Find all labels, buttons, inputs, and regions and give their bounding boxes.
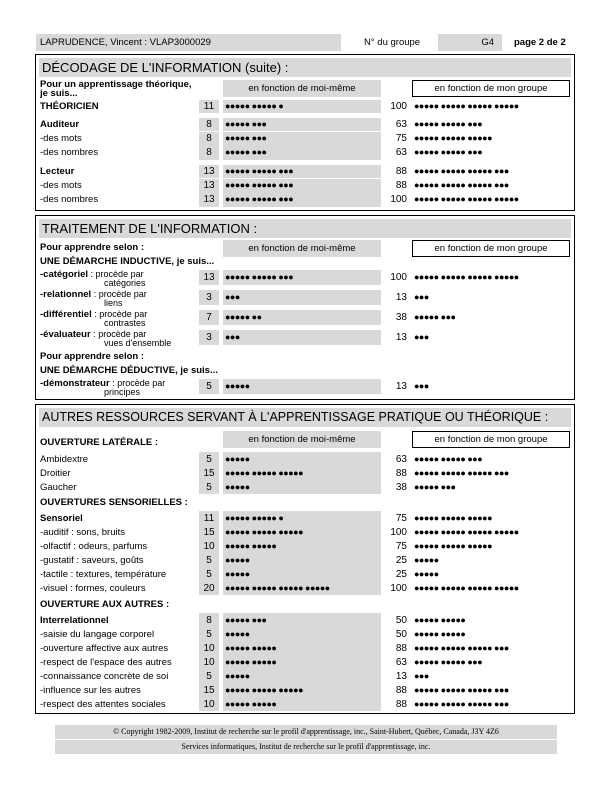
self-dots-bar: ●●●●● ●●●●● <box>223 655 381 669</box>
sensory-heading: OUVERTURES SENSORIELLES : <box>40 497 188 508</box>
column-header-self: en fonction de moi-même <box>223 240 381 257</box>
column-header-self: en fonction de moi-même <box>223 80 381 97</box>
group-dots-bar: ●●●●● ●●●●● ●●● <box>414 657 483 667</box>
others-heading: OUVERTURE AUX AUTRES : <box>40 599 170 610</box>
intro-line2: je suis... <box>40 88 78 99</box>
row-label-desc2: liens <box>104 298 123 308</box>
section-decodage <box>35 54 575 211</box>
group-score: 63 <box>395 147 407 158</box>
self-score: 7 <box>199 310 219 325</box>
group-dots-bar: ●●●●● ●●●●● ●●●●● ●●●●● <box>414 527 519 537</box>
row-label-name: -différentiel <box>40 309 92 320</box>
self-score: 5 <box>199 452 219 466</box>
group-dots-bar: ●●●●● ●●●●● ●●●●● ●●● <box>414 699 509 709</box>
self-score: 13 <box>199 179 219 193</box>
group-score: 100 <box>390 583 407 594</box>
row-label: -respect des attentes sociales <box>40 699 166 710</box>
self-score: 8 <box>199 118 219 131</box>
group-score: 88 <box>395 699 407 710</box>
section-title: AUTRES RESSOURCES SERVANT À L'APPRENTISSAGE PRATIQUE OU THÉORIQUE : <box>39 408 571 427</box>
column-header-self: en fonction de moi-même <box>223 431 381 448</box>
group-score: 25 <box>395 555 407 566</box>
group-dots-bar: ●●●●● ●●●●● ●●● <box>414 119 483 129</box>
group-score: 75 <box>395 513 407 524</box>
group-score: 13 <box>395 332 407 343</box>
row-label: Interrelationnel <box>40 615 109 626</box>
self-dots-bar: ●●●●● ●●●●● ● <box>223 511 381 525</box>
self-dots-bar: ●●●●● ●●●●● ●●●●● ●●●●● <box>223 581 381 595</box>
group-dots-bar: ●●●●● ●●●●● ●●● <box>414 147 483 157</box>
section-title: TRAITEMENT DE L'INFORMATION : <box>39 219 571 238</box>
row-label <box>40 270 146 288</box>
row-label: -gustatif : saveurs, goûts <box>40 555 144 566</box>
row-label: Ambidextre <box>40 454 89 465</box>
row-label <box>40 310 147 328</box>
self-dots-bar: ●●●●● ●●●●● <box>223 697 381 711</box>
group-score: 63 <box>395 657 407 668</box>
group-dots-bar: ●●●●● ●●● <box>414 482 456 492</box>
group-score: 38 <box>395 482 407 493</box>
row-label: -respect de l'espace des autres <box>40 657 172 668</box>
row-label: -olfactif : odeurs, parfums <box>40 541 148 552</box>
self-score: 5 <box>199 567 219 581</box>
group-dots-bar: ●●● <box>414 381 429 391</box>
group-dots-bar: ●●● <box>414 671 429 681</box>
row-label <box>40 379 165 397</box>
group-score: 100 <box>390 194 407 205</box>
group-score: 13 <box>395 292 407 303</box>
group-dots-bar: ●●●●● <box>414 569 439 579</box>
row-label-desc2: contrastes <box>104 318 146 328</box>
self-dots-bar: ●●● <box>223 290 381 305</box>
self-dots-bar: ●●●●● <box>223 567 381 581</box>
row-label: -connaissance concrète de soi <box>40 671 169 682</box>
self-score: 3 <box>199 290 219 305</box>
row-label: Auditeur <box>40 119 80 130</box>
row-label: Droitier <box>40 468 71 479</box>
row-label: -des mots <box>40 133 82 144</box>
group-dots-bar: ●●●●● ●●●●● ●●●●● <box>414 133 493 143</box>
self-dots-bar: ●●●●● <box>223 379 381 394</box>
row-label-name: -démonstrateur <box>40 378 110 389</box>
row-label: Gaucher <box>40 482 77 493</box>
group-score: 100 <box>390 101 407 112</box>
self-score: 5 <box>199 669 219 683</box>
group-dots-bar: ●●●●● ●●● <box>414 312 456 322</box>
self-score: 15 <box>199 525 219 539</box>
group-dots-bar: ●●●●● ●●●●● ●●●●● ●●● <box>414 685 509 695</box>
group-dots-bar: ●●●●● ●●●●● <box>414 629 466 639</box>
self-score: 5 <box>199 480 219 494</box>
row-label-name: -relationnel <box>40 289 92 300</box>
student-name-field: LAPRUDENCE, Vincent : VLAP3000029 <box>36 34 341 51</box>
self-score: 5 <box>199 553 219 567</box>
deductive-heading: UNE DÉMARCHE DÉDUCTIVE, je suis... <box>40 365 218 376</box>
self-dots-bar: ●●●●● ●●●●● ●●●●● <box>223 525 381 539</box>
group-dots-bar: ●●● <box>414 332 429 342</box>
group-score: 88 <box>395 166 407 177</box>
section-autres-ressources <box>35 404 575 714</box>
self-score: 8 <box>199 132 219 146</box>
group-dots-bar: ●●●●● ●●●●● ●●●●● ●●●●● <box>414 272 519 282</box>
row-label: Lecteur <box>40 166 75 177</box>
self-score: 11 <box>199 100 219 113</box>
group-dots-bar: ●●●●● ●●●●● ●●●●● ●●● <box>414 468 509 478</box>
row-label: -ouverture affective aux autres <box>40 643 169 654</box>
inductive-heading: UNE DÉMARCHE INDUCTIVE, je suis... <box>40 256 215 267</box>
group-score: 63 <box>395 119 407 130</box>
group-dots-bar: ●●●●● ●●●●● ●●●●● <box>414 513 493 523</box>
row-label <box>40 330 171 348</box>
group-dots-bar: ●●●●● ●●●●● ●●●●● ●●●●● <box>414 101 519 111</box>
group-score: 88 <box>395 685 407 696</box>
group-number-label: N° du groupe <box>364 37 421 48</box>
group-dots-bar: ●●●●● ●●●●● ●●●●● <box>414 541 493 551</box>
group-score: 13 <box>395 671 407 682</box>
self-score: 15 <box>199 466 219 480</box>
self-score: 10 <box>199 655 219 669</box>
self-dots-bar: ●●●●● <box>223 480 381 494</box>
group-dots-bar: ●●●●● ●●●●● <box>414 615 466 625</box>
self-dots-bar: ●●●●● ●●●●● ●●● <box>223 193 381 207</box>
row-label-desc2: catégories <box>104 278 146 288</box>
group-score: 38 <box>395 312 407 323</box>
self-dots-bar: ●●●●● <box>223 553 381 567</box>
self-score: 8 <box>199 613 219 627</box>
row-label: -des mots <box>40 180 82 191</box>
row-label-desc: : procède par <box>91 289 147 299</box>
row-label-desc: : procède par <box>109 378 166 388</box>
self-score: 13 <box>199 165 219 178</box>
row-label: -influence sur les autres <box>40 685 141 696</box>
self-dots-bar: ●●●●● ●●●●● <box>223 539 381 553</box>
self-dots-bar: ●●●●● ●●●●● ●●● <box>223 165 381 178</box>
row-label-name: -catégoriel <box>40 269 89 280</box>
self-score: 5 <box>199 627 219 641</box>
self-score: 10 <box>199 697 219 711</box>
self-dots-bar: ●●●●● ●●●●● ●●● <box>223 270 381 285</box>
self-dots-bar: ●●●●● <box>223 627 381 641</box>
group-score: 50 <box>395 629 407 640</box>
group-score: 88 <box>395 180 407 191</box>
group-dots-bar: ●●●●● <box>414 555 439 565</box>
row-label-desc: : procède par <box>91 309 148 319</box>
row-label: -des nombres <box>40 194 99 205</box>
self-dots-bar: ●●●●● <box>223 452 381 466</box>
page-indicator: page 2 de 2 <box>514 37 566 48</box>
row-label <box>40 290 147 308</box>
row-label: THÉORICIEN <box>40 101 99 112</box>
column-header-group: en fonction de mon groupe <box>412 80 570 97</box>
self-dots-bar: ●●●●● ●● <box>223 310 381 325</box>
self-dots-bar: ●●●●● ●●● <box>223 132 381 146</box>
self-score: 15 <box>199 683 219 697</box>
group-dots-bar: ●●●●● ●●●●● ●●●●● ●●● <box>414 643 509 653</box>
row-label-line1 <box>40 290 147 299</box>
group-score: 25 <box>395 569 407 580</box>
self-score: 11 <box>199 511 219 525</box>
section-traitement <box>35 215 575 400</box>
column-header-group: en fonction de mon groupe <box>412 431 570 448</box>
group-dots-bar: ●●●●● ●●●●● ●●● <box>414 454 483 464</box>
group-dots-bar: ●●●●● ●●●●● ●●●●● ●●● <box>414 166 509 176</box>
group-number-value: G4 <box>438 34 502 51</box>
copyright-notice: © Copyright 1982-2009, Institut de recherche sur le profil d'apprentissage, inc., Saint-Hubert, Québec, Canada, J3Y 4Z6 <box>55 725 557 739</box>
services-notice: Services informatiques, Institut de recherche sur le profil d'apprentissage, inc. <box>55 740 557 754</box>
self-score: 8 <box>199 146 219 160</box>
row-label: Sensoriel <box>40 513 83 524</box>
group-score: 75 <box>395 541 407 552</box>
self-score: 3 <box>199 330 219 345</box>
self-dots-bar: ●●●●● ●●● <box>223 146 381 160</box>
lateral-heading: OUVERTURE LATÉRALE : <box>40 437 159 448</box>
group-score: 100 <box>390 527 407 538</box>
self-dots-bar: ●●● <box>223 330 381 345</box>
row-label: -auditif : sons, bruits <box>40 527 126 538</box>
intro-inductive-pour: Pour apprendre selon : <box>40 242 144 253</box>
self-dots-bar: ●●●●● <box>223 669 381 683</box>
group-score: 13 <box>395 381 407 392</box>
row-label-desc: : procède par <box>88 269 144 279</box>
row-label: -visuel : formes, couleurs <box>40 583 146 594</box>
group-dots-bar: ●●●●● ●●●●● ●●●●● ●●●●● <box>414 194 519 204</box>
intro-line1: Pour un apprentissage théorique, <box>40 79 192 90</box>
group-dots-bar: ●●●●● ●●●●● ●●●●● ●●●●● <box>414 583 519 593</box>
self-score: 13 <box>199 193 219 207</box>
self-score: 10 <box>199 539 219 553</box>
row-label-desc2: principes <box>104 387 141 397</box>
self-score: 5 <box>199 379 219 394</box>
column-header-group: en fonction de mon groupe <box>412 240 570 257</box>
self-dots-bar: ●●●●● ●●●●● ●●● <box>223 179 381 193</box>
self-dots-bar: ●●●●● ●●● <box>223 118 381 131</box>
group-score: 50 <box>395 615 407 626</box>
group-score: 63 <box>395 454 407 465</box>
row-label-line1 <box>40 379 165 388</box>
group-score: 88 <box>395 643 407 654</box>
group-score: 75 <box>395 133 407 144</box>
row-label: -tactile : textures, température <box>40 569 167 580</box>
row-label: -saisie du langage corporel <box>40 629 155 640</box>
self-dots-bar: ●●●●● ●●●●● ● <box>223 100 381 113</box>
self-score: 13 <box>199 270 219 285</box>
self-dots-bar: ●●●●● ●●● <box>223 613 381 627</box>
self-dots-bar: ●●●●● ●●●●● ●●●●● <box>223 466 381 480</box>
row-label-desc: : procède par <box>90 329 147 339</box>
row-label-name: -évaluateur <box>40 329 91 340</box>
group-dots-bar: ●●● <box>414 292 429 302</box>
group-score: 100 <box>390 272 407 283</box>
group-dots-bar: ●●●●● ●●●●● ●●●●● ●●● <box>414 180 509 190</box>
row-label-desc2: vues d'ensemble <box>104 338 172 348</box>
self-dots-bar: ●●●●● ●●●●● ●●●●● <box>223 683 381 697</box>
intro-deductive-pour: Pour apprendre selon : <box>40 351 144 362</box>
group-score: 88 <box>395 468 407 479</box>
self-dots-bar: ●●●●● ●●●●● <box>223 641 381 655</box>
section-title: DÉCODAGE DE L'INFORMATION (suite) : <box>39 58 571 77</box>
self-score: 20 <box>199 581 219 595</box>
self-score: 10 <box>199 641 219 655</box>
row-label: -des nombres <box>40 147 99 158</box>
